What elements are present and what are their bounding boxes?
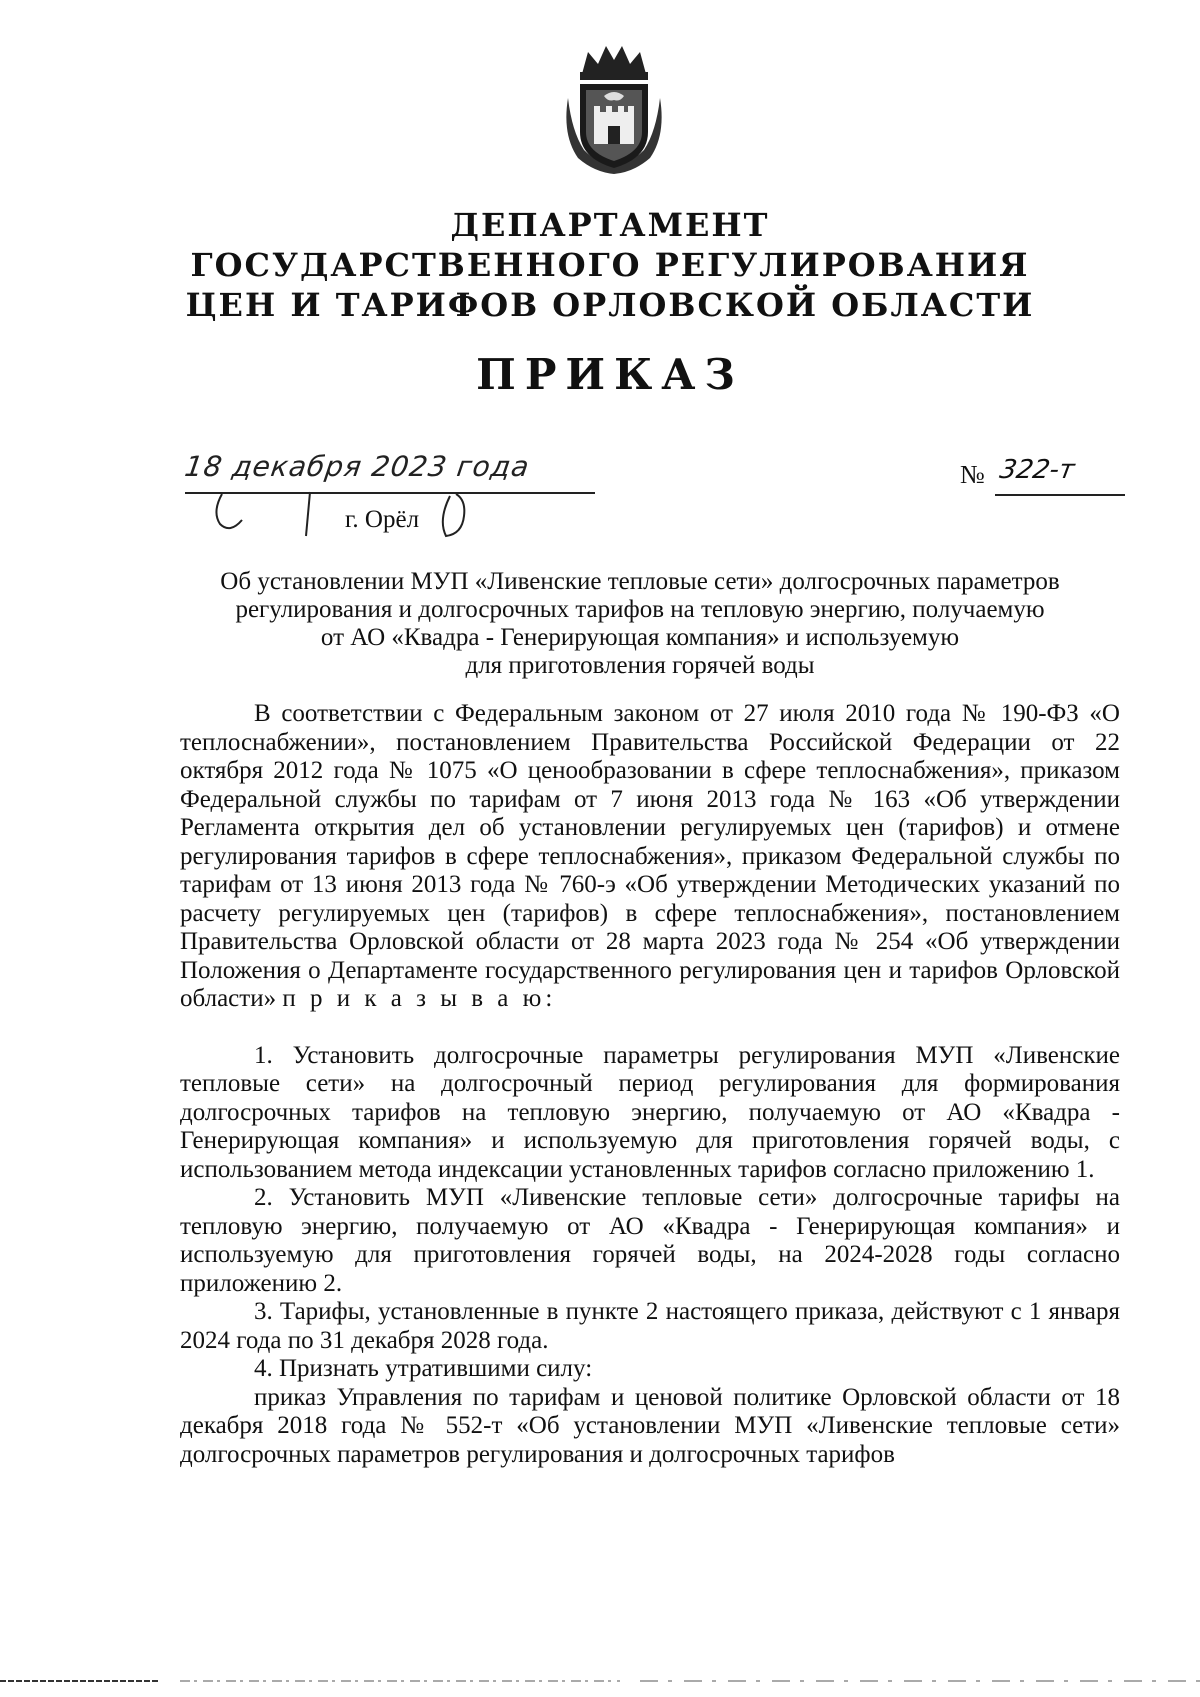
subject-line-3: от АО «Квадра - Генерирующая компания» и используемую — [320, 624, 960, 651]
number-label: № — [960, 460, 985, 489]
city: г. Орёл — [345, 506, 420, 533]
item-4-sub-1: приказ Управления по тарифам и ценовой политике Орловской области от 18 декабря 2018 года № 552-т «Об установлении МУП «Ливенские тепловые сети» долгосрочных параметров регулирования и долгосрочных тарифов — [180, 1383, 1120, 1468]
order-subject — [200, 568, 1080, 680]
department-line-2: ГОСУДАРСТВЕННОГО РЕГУЛИРОВАНИЯ — [190, 246, 1030, 284]
item-3: 3. Тарифы, установленные в пункте 2 настоящего приказа, действуют с 1 января 2024 года по 31 декабря 2028 года. — [180, 1298, 1120, 1354]
paragraph-gap — [180, 1014, 1120, 1042]
item-1: 1. Установить долгосрочные параметры регулирования МУП «Ливенские тепловые сети» на долгосрочный период регулирования для формирования долгосрочных тарифов на тепловую энергию, получаемую от АО «Квадра - Генерирующая компания» и используемую для приготовления горячей воды, с использованием метода индексации установленных тарифов согласно приложению 1. — [180, 1041, 1120, 1183]
department-line-3: ЦЕН И ТАРИФОВ ОРЛОВСКОЙ ОБЛАСТИ — [185, 286, 1035, 324]
preamble-paragraph — [180, 700, 1120, 1014]
item-4: 4. Признать утратившими силу: — [254, 1355, 593, 1382]
department-line-1: ДЕПАРТАМЕНТ — [450, 206, 770, 244]
subject-line-2: регулирования и долгосрочных тарифов на тепловую энергию, получаемую — [235, 596, 1045, 623]
scan-edge-noise — [0, 1678, 1200, 1684]
handwritten-date: 18 декабря 2023 года — [182, 450, 532, 483]
coat-of-arms-icon — [560, 40, 668, 176]
subject-line-1: Об установлении МУП «Ливенские тепловые сети» долгосрочных параметров — [220, 568, 1060, 595]
number-underline — [995, 494, 1125, 496]
order-body — [180, 700, 1120, 1469]
department-header — [150, 205, 1070, 325]
item-2: 2. Установить МУП «Ливенские тепловые сети» долгосрочные тарифы на тепловую энергию, получаемую от АО «Квадра - Генерирующая компания» и используемую для приготовления горячей воды, на 2024-2028 годы согласно приложению 2. — [180, 1184, 1120, 1297]
handwritten-number: 322-т — [997, 455, 1077, 485]
subject-line-4: для приготовления горячей воды — [465, 652, 815, 679]
order-title: ПРИКАЗ — [476, 350, 744, 399]
order-verb: п р и к а з ы в а ю: — [282, 985, 557, 1012]
preamble-text: В соответствии с Федеральным законом от 27 июля 2010 года № 190-ФЗ «О теплоснабжении», постановлением Правительства Российской Федерации от 22 октября 2012 года № 1075 «О ценообразовании в сфере теплоснабжения», приказом Федеральной службы по тарифам от 7 июня 2013 года № 163 «Об утверждении Регламента открытия дел об установлении регулируемых цен (тарифов) и отмене регулирования тарифов в сфере теплоснабжения», приказом Федеральной службы по тарифам от 13 июня 2013 года № 760-э «Об утверждении Методических указаний по расчету регулируемых цен (тарифов) в сфере теплоснабжения», постановлением Правительства Орловской области от 28 марта 2023 года № 254 «Об утверждении Положения о Департаменте государственного регулирования цен и тарифов Орловской области» — [180, 700, 1120, 1012]
